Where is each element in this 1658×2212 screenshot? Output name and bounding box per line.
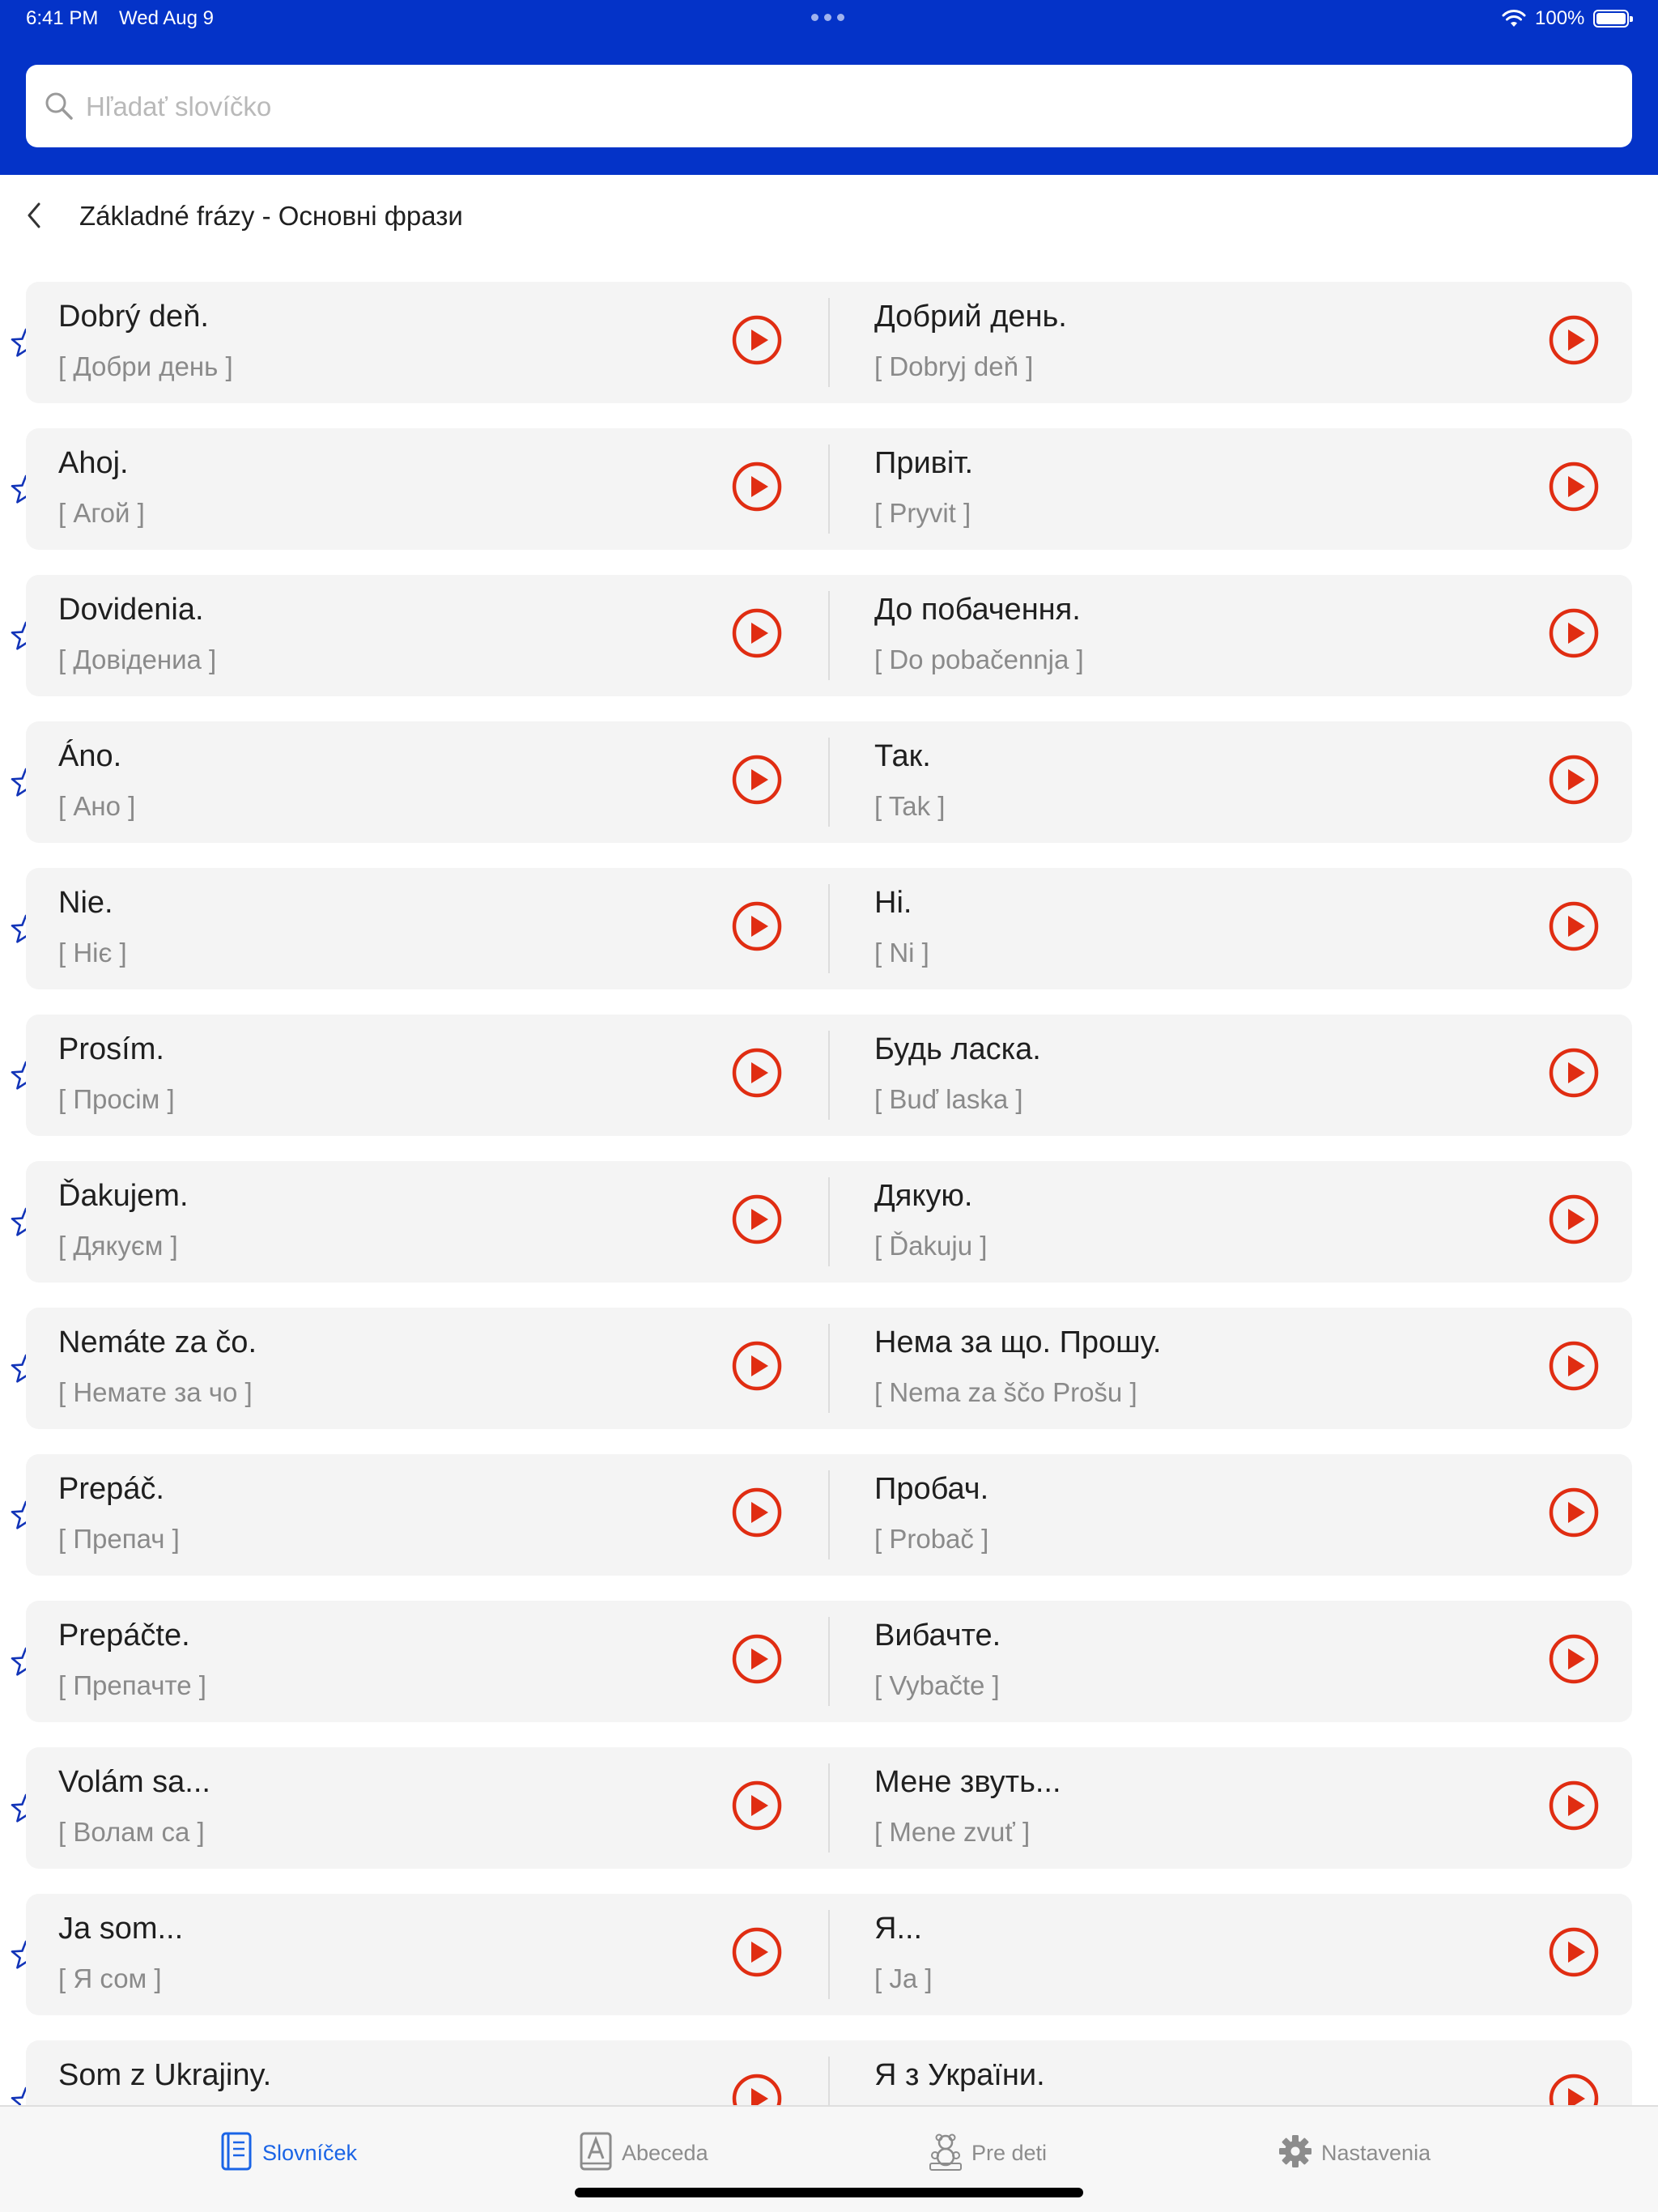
phrase-card [26, 1454, 1632, 1576]
play-slovak-icon[interactable] [731, 754, 783, 806]
play-ukrainian-icon[interactable] [1548, 314, 1600, 366]
play-ukrainian-icon[interactable] [1548, 1633, 1600, 1685]
divider [828, 591, 830, 680]
slovak-phrase: Som z Ukrajiny. [58, 2058, 272, 2092]
phrase-card [26, 721, 1632, 843]
list-item [0, 282, 1658, 403]
ukrainian-phrase: Я з України. [874, 2058, 1045, 2092]
book-icon [219, 2131, 254, 2172]
phrase-card [26, 1015, 1632, 1136]
play-slovak-icon[interactable] [731, 1193, 783, 1245]
battery-percent: 100% [1535, 7, 1585, 29]
slovak-phrase: Prosím. [58, 1032, 164, 1066]
divider [828, 1031, 830, 1120]
ukrainian-phrase: Так. [874, 739, 931, 773]
tab-label: Nastavenia [1321, 2141, 1431, 2165]
ukrainian-phrase: Привіт. [874, 446, 974, 480]
ukrainian-transcription: [ Probač ] [874, 1524, 989, 1554]
play-slovak-icon[interactable] [731, 1780, 783, 1831]
ukrainian-transcription: [ Tak ] [874, 791, 946, 821]
ukrainian-phrase: Будь ласка. [874, 1032, 1041, 1066]
slovak-phrase: Prepáčte. [58, 1619, 190, 1653]
list-item [0, 428, 1658, 550]
divider [828, 1617, 830, 1706]
play-ukrainian-icon[interactable] [1548, 1487, 1600, 1538]
ukrainian-transcription: [ Nema za ščo Prošu ] [874, 1377, 1137, 1407]
wifi-icon [1502, 9, 1526, 28]
back-chevron-icon[interactable] [21, 199, 50, 232]
ukrainian-transcription: [ Dobryj deň ] [874, 351, 1034, 381]
breadcrumb [0, 175, 1658, 256]
multitasking-dots-icon[interactable] [811, 14, 847, 22]
list-item [0, 1747, 1658, 1869]
alphabet-icon [578, 2131, 614, 2172]
play-slovak-icon[interactable] [731, 1047, 783, 1099]
play-slovak-icon[interactable] [731, 1926, 783, 1978]
ukrainian-transcription: [ Ďakuju ] [874, 1231, 988, 1261]
phrase-card [26, 282, 1632, 403]
divider [828, 1763, 830, 1853]
ukrainian-phrase: Пробач. [874, 1472, 989, 1506]
slovak-phrase: Prepáč. [58, 1472, 164, 1506]
ukrainian-phrase: Я... [874, 1912, 923, 1946]
slovak-phrase: Dobrý deň. [58, 300, 209, 334]
slovak-transcription: [ Агой ] [58, 498, 145, 528]
slovak-transcription: [ Я сом ] [58, 1963, 162, 1993]
phrase-card [26, 575, 1632, 696]
play-ukrainian-icon[interactable] [1548, 2073, 1600, 2105]
slovak-phrase: Volám sa... [58, 1765, 210, 1799]
play-ukrainian-icon[interactable] [1548, 1340, 1600, 1392]
play-slovak-icon[interactable] [731, 1340, 783, 1392]
page-title: Základné frázy - Основні фрази [79, 201, 463, 231]
slovak-transcription: [ Просім ] [58, 1084, 175, 1114]
status-bar [0, 0, 1658, 39]
gear-icon [1278, 2131, 1313, 2172]
slovak-phrase: Áno. [58, 739, 122, 773]
search-icon [44, 91, 74, 121]
play-ukrainian-icon[interactable] [1548, 754, 1600, 806]
slovak-transcription: [ Препач ] [58, 1524, 180, 1554]
play-ukrainian-icon[interactable] [1548, 900, 1600, 952]
list-item [0, 2040, 1658, 2105]
list-item [0, 575, 1658, 696]
home-indicator[interactable] [575, 2188, 1083, 2197]
divider [828, 1910, 830, 1999]
divider [828, 2057, 830, 2105]
phrase-card [26, 1601, 1632, 1722]
ukrainian-phrase: Добрий день. [874, 300, 1067, 334]
divider [828, 884, 830, 973]
play-ukrainian-icon[interactable] [1548, 607, 1600, 659]
phrase-card [26, 2040, 1632, 2105]
play-ukrainian-icon[interactable] [1548, 1193, 1600, 1245]
ukrainian-transcription: [ Do pobačennja ] [874, 644, 1084, 674]
ukrainian-transcription: [ Pryvit ] [874, 498, 971, 528]
slovak-transcription: [ Дякуєм ] [58, 1231, 178, 1261]
phrase-card [26, 428, 1632, 550]
slovak-phrase: Nemáte za čo. [58, 1325, 257, 1359]
phrase-card [26, 1161, 1632, 1283]
list-item [0, 1161, 1658, 1283]
list-item [0, 1454, 1658, 1576]
divider [828, 445, 830, 534]
play-ukrainian-icon[interactable] [1548, 461, 1600, 513]
ukrainian-transcription: [ Vybačte ] [874, 1670, 1000, 1700]
tab-label: Pre deti [971, 2141, 1048, 2165]
phrase-card [26, 868, 1632, 989]
play-slovak-icon[interactable] [731, 314, 783, 366]
slovak-transcription: [ Ано ] [58, 791, 136, 821]
phrase-card [26, 1308, 1632, 1429]
slovak-phrase: Nie. [58, 886, 113, 920]
list-item [0, 721, 1658, 843]
divider [828, 738, 830, 827]
divider [828, 1324, 830, 1413]
slovak-phrase: Dovidenia. [58, 593, 204, 627]
battery-icon [1593, 10, 1629, 28]
ukrainian-phrase: Hі. [874, 886, 912, 920]
slovak-phrase: Ďakujem. [58, 1179, 189, 1213]
slovak-transcription: [ Препачте ] [58, 1670, 206, 1700]
phrase-card [26, 1747, 1632, 1869]
list-item [0, 1308, 1658, 1429]
play-slovak-icon[interactable] [731, 2073, 783, 2105]
ukrainian-transcription: [ Ja ] [874, 1963, 933, 1993]
tab-label: Abeceda [622, 2141, 708, 2165]
phrase-card [26, 1894, 1632, 2015]
ukrainian-transcription: [ Ni ] [874, 938, 929, 968]
search-bar[interactable] [26, 65, 1632, 147]
list-item [0, 1894, 1658, 2015]
list-item [0, 868, 1658, 989]
tab-label: Slovníček [262, 2141, 358, 2165]
slovak-phrase: Ja som... [58, 1912, 184, 1946]
play-ukrainian-icon[interactable] [1548, 1780, 1600, 1831]
play-slovak-icon[interactable] [731, 900, 783, 952]
ukrainian-transcription: [ Buď laska ] [874, 1084, 1023, 1114]
play-slovak-icon[interactable] [731, 607, 783, 659]
slovak-transcription: [ Волам са ] [58, 1817, 205, 1847]
play-slovak-icon[interactable] [731, 461, 783, 513]
play-ukrainian-icon[interactable] [1548, 1926, 1600, 1978]
play-ukrainian-icon[interactable] [1548, 1047, 1600, 1099]
ukrainian-phrase: Нема за що. Прошу. [874, 1325, 1162, 1359]
divider [828, 1470, 830, 1559]
slovak-transcription: [ Добри день ] [58, 351, 233, 381]
slovak-phrase: Ahoj. [58, 446, 129, 480]
play-slovak-icon[interactable] [731, 1487, 783, 1538]
status-date: Wed Aug 9 [119, 7, 214, 29]
phrase-list[interactable] [0, 282, 1658, 2105]
slovak-transcription: [ Немате за чо ] [58, 1377, 253, 1407]
divider [828, 1177, 830, 1266]
ukrainian-phrase: Дякую. [874, 1179, 973, 1213]
play-slovak-icon[interactable] [731, 1633, 783, 1685]
ukrainian-phrase: Вибачте. [874, 1619, 1001, 1653]
list-item [0, 1601, 1658, 1722]
slovak-transcription: [ Hіє ] [58, 938, 127, 968]
search-input[interactable] [84, 65, 1609, 149]
app-header [0, 0, 1658, 175]
list-item [0, 1015, 1658, 1136]
slovak-transcription: [ Довідениа ] [58, 644, 217, 674]
ukrainian-phrase: Мене звуть... [874, 1765, 1061, 1799]
ukrainian-phrase: До побачення. [874, 593, 1081, 627]
status-time: 6:41 PM [26, 7, 99, 29]
kids-icon [928, 2131, 963, 2172]
divider [828, 298, 830, 387]
ukrainian-transcription: [ Mene zvuť ] [874, 1817, 1031, 1847]
